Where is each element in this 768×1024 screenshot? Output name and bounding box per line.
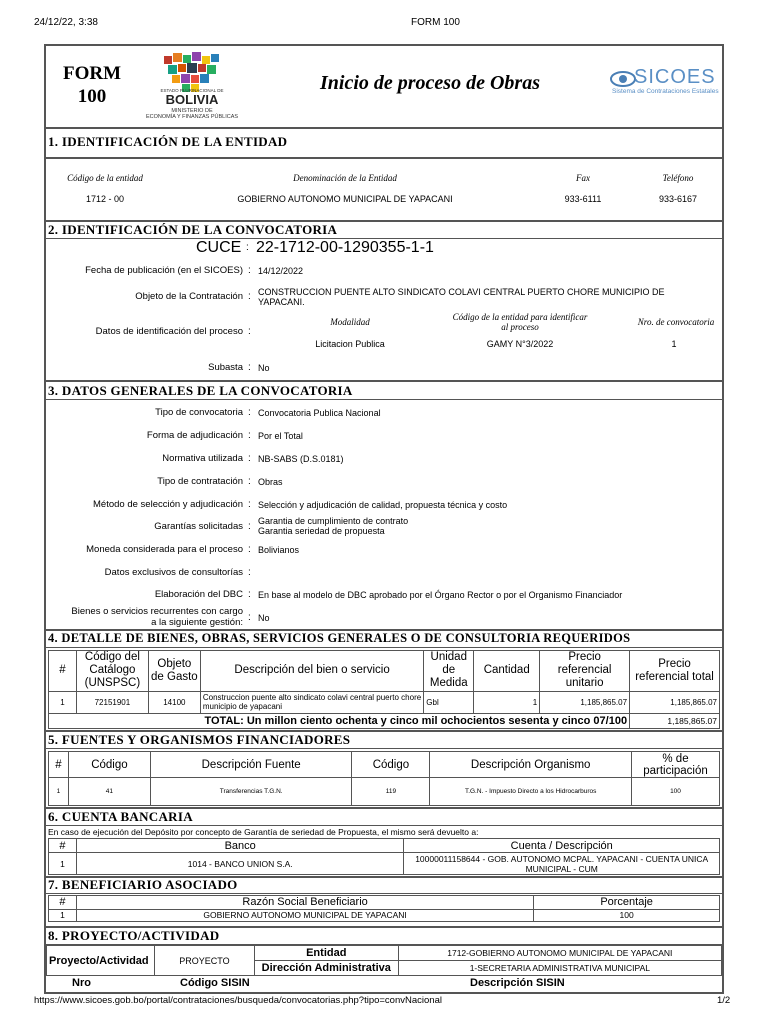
cell: 1 — [49, 853, 77, 875]
tipo-contratacion-value: Obras — [258, 477, 283, 487]
cell: GOBIERNO AUTONOMO MUNICIPAL DE YAPACANI — [76, 909, 533, 921]
colon: : — [248, 291, 251, 302]
col-descripcion-sisin: Descripción SISIN — [470, 977, 565, 989]
proyecto-row-1 — [47, 946, 722, 961]
garantia-2-value: Garantia seriedad de propuesta — [258, 526, 385, 536]
col-header: Precio referencial unitario — [540, 651, 630, 692]
modalidad-value: Licitacion Publica — [315, 339, 385, 349]
proyecto-table — [46, 945, 722, 976]
col-header: Cuenta / Descripción — [404, 839, 720, 853]
col-denominacion: Denominación de la Entidad — [293, 173, 397, 183]
section-6-title: 6. CUENTA BANCARIA — [48, 809, 193, 824]
objeto-value: CONSTRUCCION PUENTE ALTO SINDICATO COLAVI CENTRAL PUERTO CHORE MUNICIPIO DE YAPACANI. — [258, 287, 665, 307]
normativa-value: NB-SABS (D.S.0181) — [258, 454, 344, 464]
detalle-header-row — [49, 651, 720, 692]
telefono-value: 933-6167 — [658, 194, 698, 204]
cuce-colon: : — [246, 242, 249, 253]
detalle-table — [48, 650, 720, 729]
forma-adjudicacion-label: Forma de adjudicación — [146, 430, 243, 441]
col-header: Descripción Fuente — [150, 752, 352, 778]
cell: 100 — [632, 778, 720, 806]
cuenta-note: En caso de ejecución del Depósito por concepto de Garantía de seriedad de Propuesta, el mismo será devuelto a: — [48, 827, 479, 837]
proyecto-value: PROYECTO — [154, 946, 254, 976]
cell: 1,185,865.07 — [540, 691, 630, 713]
recurrentes-label-line2: a la siguiente gestión: — [151, 617, 243, 628]
garantias-label: Garantías solicitadas — [154, 521, 243, 532]
print-datetime: 24/12/22, 3:38 — [34, 17, 98, 28]
table-row — [49, 691, 720, 713]
col-header: Unidad de Medida — [424, 651, 474, 692]
recurrentes-value: No — [258, 613, 270, 623]
col-header: Código — [352, 752, 430, 778]
beneficiario-table — [48, 895, 720, 922]
total-row — [49, 713, 720, 728]
consultorias-label: Datos exclusivos de consultorías — [104, 567, 243, 578]
form-label-line2: 100 — [77, 86, 107, 107]
col-modalidad: Modalidad — [330, 317, 370, 327]
normativa-label: Normativa utilizada — [162, 453, 243, 464]
table-row — [49, 778, 720, 806]
cell: 10000011158644 - GOB. AUTONOMO MCPAL. YAPACANI - CUENTA UNICA MUNICIPAL - CUM — [404, 853, 720, 875]
cell: 14100 — [148, 691, 200, 713]
cell: 72151901 — [76, 691, 148, 713]
cell: 100 — [534, 909, 720, 921]
divider — [46, 399, 722, 400]
col-header: Cantidad — [474, 651, 540, 692]
form-number — [52, 62, 132, 108]
logo-state-text: ESTADO PLURINACIONAL DE — [160, 88, 224, 93]
divider — [46, 157, 722, 159]
col-header: # — [49, 839, 77, 853]
colon: : — [248, 499, 251, 510]
col-nro-convocatoria: Nro. de convocatoria — [637, 317, 715, 327]
entidad-value: 1712-GOBIERNO AUTONOMO MUNICIPAL DE YAPACANI — [398, 946, 721, 961]
section-4-title: 4. DETALLE DE BIENES, OBRAS, SERVICIOS GENERALES O DE CONSULTORIA REQUERIDOS — [48, 631, 631, 645]
cell: Construccion puente alto sindicato colavi central puerto chore municipio de yapacani — [200, 691, 423, 713]
cuce-label: CUCE — [196, 239, 242, 256]
tipo-contratacion-label: Tipo de contratación — [157, 476, 243, 487]
cell: Transferencias T.G.N. — [150, 778, 352, 806]
col-nro: Nro — [72, 977, 91, 989]
logo-ministry-line2: ECONOMÍA Y FINANZAS PÚBLICAS — [145, 114, 239, 120]
cell: Gbl — [424, 691, 474, 713]
col-header: Objeto de Gasto — [148, 651, 200, 692]
codigo-entidad: 1712 - 00 — [85, 194, 125, 204]
nro-convocatoria-value: 1 — [671, 339, 677, 349]
fuentes-table — [48, 751, 720, 806]
cell: 1014 - BANCO UNION S.A. — [76, 853, 403, 875]
colon: : — [248, 265, 251, 276]
col-header: Código del Catálogo (UNSPSC) — [76, 651, 148, 692]
fecha-value: 14/12/2022 — [258, 266, 304, 276]
colon: : — [248, 326, 251, 337]
section-8-title: 8. PROYECTO/ACTIVIDAD — [48, 928, 220, 943]
logo-country-text: BOLIVIA — [165, 92, 219, 107]
garantia-1-value: Garantia de cumplimiento de contrato — [258, 516, 409, 526]
sisin-header — [46, 975, 722, 992]
sicoes-name: SICOES — [634, 66, 716, 88]
divider — [46, 748, 722, 749]
col-header: # — [49, 752, 69, 778]
proyecto-label: Proyecto/Actividad — [47, 946, 155, 976]
divider — [46, 127, 722, 129]
objeto-label: Objeto de la Contratación — [135, 291, 243, 302]
col-header: % de participación — [632, 752, 720, 778]
denominacion-entidad: GOBIERNO AUTONOMO MUNICIPAL DE YAPACANI — [237, 194, 453, 204]
recurrentes-label — [40, 606, 243, 628]
col-header: # — [49, 896, 77, 910]
total-label: TOTAL: Un millon ciento ochenta y cinco mil ochocientos sesenta y cinco 07/100 — [49, 713, 630, 728]
col-fax: Fax — [576, 173, 590, 183]
logo-ministry-line1: MINISTERIO DE — [171, 108, 213, 114]
moneda-value: Bolivianos — [258, 545, 300, 555]
col-codigo-entidad: Código de la entidad — [67, 173, 143, 183]
sicoes-subtitle: Sistema de Contrataciones Estatales — [612, 88, 719, 95]
cell: 1 — [474, 691, 540, 713]
section-7-title: 7. BENEFICIARIO ASOCIADO — [48, 877, 238, 892]
colon: : — [248, 567, 251, 578]
codigo-proceso-value: GAMY N°3/2022 — [486, 339, 554, 349]
print-page-number: 1/2 — [717, 995, 731, 1006]
cell: 1 — [49, 909, 77, 921]
entidad-label: Entidad — [254, 946, 398, 961]
section-3-title: 3. DATOS GENERALES DE LA CONVOCATORIA — [48, 383, 353, 398]
elaboracion-dbc-label: Elaboración del DBC — [154, 589, 243, 600]
cell: 1,185,865.07 — [630, 691, 720, 713]
col-header: Código — [68, 752, 150, 778]
colon: : — [248, 612, 251, 623]
form-label-line1: FORM — [62, 63, 122, 84]
colon: : — [248, 589, 251, 600]
colon: : — [248, 407, 251, 418]
cell: 1 — [49, 778, 69, 806]
cell: 1 — [49, 691, 77, 713]
beneficiario-header-row — [49, 896, 720, 910]
fecha-label: Fecha de publicación (en el SICOES) — [85, 265, 243, 276]
col-header: # — [49, 651, 77, 692]
divider — [46, 825, 722, 826]
tipo-convocatoria-value: Convocatoria Publica Nacional — [258, 408, 381, 418]
section-1-title: 1. IDENTIFICACIÓN DE LA ENTIDAD — [48, 134, 288, 149]
fuentes-header-row — [49, 752, 720, 778]
print-page-title: FORM 100 — [411, 17, 460, 28]
total-value: 1,185,865.07 — [630, 713, 720, 728]
cell: T.G.N. - Impuesto Directo a los Hidrocarburos — [430, 778, 632, 806]
table-row — [49, 909, 720, 921]
sicoes-logo — [610, 66, 722, 100]
col-header: Descripción Organismo — [430, 752, 632, 778]
colon: : — [248, 521, 251, 532]
bolivia-ministry-logo — [142, 50, 242, 126]
cuenta-table — [48, 838, 720, 875]
subasta-value: No — [258, 363, 270, 373]
subasta-label: Subasta — [208, 362, 243, 373]
col-header: Descripción del bien o servicio — [200, 651, 423, 692]
metodo-seleccion-label: Método de selección y adjudicación — [93, 499, 243, 510]
forma-adjudicacion-value: Por el Total — [258, 431, 303, 441]
metodo-seleccion-value: Selección y adjudicación de calidad, propuesta técnica y costo — [258, 500, 508, 510]
elaboracion-dbc-value: En base al modelo de DBC aprobado por el Órgano Rector o por el Organismo Financiador — [258, 590, 623, 600]
divider — [46, 647, 722, 648]
col-telefono: Teléfono — [662, 173, 694, 183]
col-header: Banco — [76, 839, 403, 853]
sicoes-eye-icon — [610, 68, 636, 90]
fax-value: 933-6111 — [564, 194, 602, 204]
col-header: Precio referencial total — [630, 651, 720, 692]
colon: : — [248, 453, 251, 464]
print-url: https://www.sicoes.gob.bo/portal/contrataciones/busqueda/convocatorias.php?tipo=convNacional — [34, 995, 442, 1006]
datos-proceso-label: Datos de identificación del proceso — [95, 326, 243, 337]
page-title: Inicio de proceso de Obras — [320, 72, 540, 94]
colon: : — [248, 362, 251, 373]
colon: : — [248, 476, 251, 487]
direccion-value: 1-SECRETARIA ADMINISTRATIVA MUNICIPAL — [398, 961, 721, 976]
divider — [46, 893, 722, 894]
direccion-label: Dirección Administrativa — [254, 961, 398, 976]
cuce-value: 22-1712-00-1290355-1-1 — [256, 239, 434, 256]
recurrentes-label-line1: Bienes o servicios recurrentes con cargo — [71, 606, 243, 617]
col-codigo-proceso: Código de la entidad para identificar al proceso — [452, 312, 588, 332]
col-header: Porcentaje — [534, 896, 720, 910]
colon: : — [248, 544, 251, 555]
cell: 119 — [352, 778, 430, 806]
cuenta-header-row — [49, 839, 720, 853]
moneda-label: Moneda considerada para el proceso — [86, 544, 243, 555]
col-codigo-sisin: Código SISIN — [180, 977, 250, 989]
table-row — [49, 853, 720, 875]
section-5-title: 5. FUENTES Y ORGANISMOS FINANCIADORES — [48, 732, 351, 747]
tipo-convocatoria-label: Tipo de convocatoria — [155, 407, 243, 418]
cell: 41 — [68, 778, 150, 806]
col-header: Razón Social Beneficiario — [76, 896, 533, 910]
colon: : — [248, 430, 251, 441]
section-2-title: 2. IDENTIFICACIÓN DE LA CONVOCATORIA — [48, 222, 338, 237]
